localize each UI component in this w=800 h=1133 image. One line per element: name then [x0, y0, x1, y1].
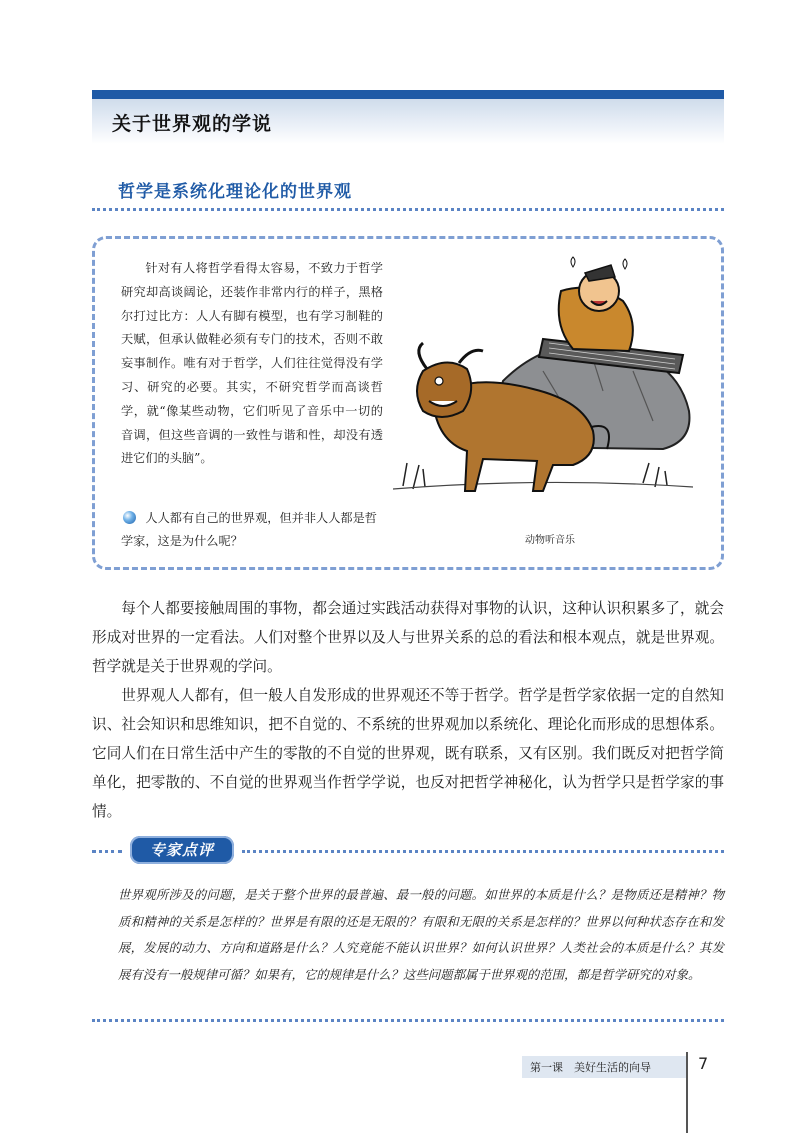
- illustration-caption: 动物听音乐: [525, 535, 575, 546]
- ox-eye: [435, 377, 443, 385]
- page-number: 7: [698, 1054, 709, 1073]
- body-paragraph-2: 世界观人人都有，但一般人自发形成的世界观还不等于哲学。哲学是哲学家依据一定的自然知识、社会知识和思维知识，把不自觉的、不系统的世界观加以系统化、理论化而形成的思想体系。它同人们在日常生活中产生的零散的不自觉的世界观，既有联系，又有区别。我们既反对把哲学简单化，把零散的、不自觉的世界观当作哲学学说，也反对把哲学神秘化，认为哲学只是哲学家的事情。: [92, 687, 724, 820]
- expert-comment-text: 世界观所涉及的问题，是关于整个世界的最普遍、最一般的问题。如世界的本质是什么？是物质还是精神？物质和精神的关系是怎样的？世界是有限的还是无限的？有限和无限的关系是怎样的？世界以何种状态存在和发展，发展的动力、方向和道路是什么？人究竟能不能认识世界？如何认识世界？人类社会的本质是什么？其发展有没有一般规律可循？如果有，它的规律是什么？这些问题都属于世界观的范围，都是哲学研究的对象。: [118, 887, 724, 982]
- footer-lesson-label: 第一课 美好生活的向导: [530, 1061, 651, 1074]
- dotted-divider-left: [92, 850, 122, 853]
- section-header: [92, 90, 724, 144]
- footer-divider-line: [686, 1052, 688, 1133]
- subsection-title: 哲学是系统化理论化的世界观: [118, 182, 352, 202]
- expert-comment-badge: 专家点评: [130, 836, 234, 864]
- expert-comment-header: [92, 836, 724, 866]
- dotted-divider-right: [242, 850, 724, 853]
- quote-box: [92, 236, 724, 570]
- dotted-divider-top: [92, 208, 724, 211]
- section-title: 关于世界观的学说: [112, 113, 273, 135]
- dotted-divider-bottom: [92, 1019, 724, 1022]
- question-text: 人人都有自己的世界观，但并非人人都是哲学家，这是为什么呢？: [121, 511, 377, 548]
- ox-head: [417, 362, 471, 417]
- quote-text: 针对有人将哲学看得太容易，不致力于哲学研究却高谈阔论，还装作非常内行的样子，黑格尔打过比方：人人有脚有模型，也有学习制鞋的天赋，但承认做鞋必须有专门的技术，否则不敢妄事制作。唯有对于哲学，人们往往觉得没有学习、研究的必要。其实，不研究哲学而高谈哲学，就“像某些动物，它们听见了音乐中一切的音调，但这些音调的一致性与谐和性，却没有透进它们的头脑”。: [121, 261, 383, 466]
- sweat-drops: [571, 257, 627, 269]
- body-paragraph-1: 每个人都要接触周围的事物，都会通过实践活动获得对事物的认识，这种认识积累多了，就会形成对世界的一定看法。人们对整个世界以及人与世界关系的总的看法和根本观点，就是世界观。哲学就是关于世界观的学问。: [92, 600, 724, 675]
- ox-and-zither-illustration: [393, 251, 693, 501]
